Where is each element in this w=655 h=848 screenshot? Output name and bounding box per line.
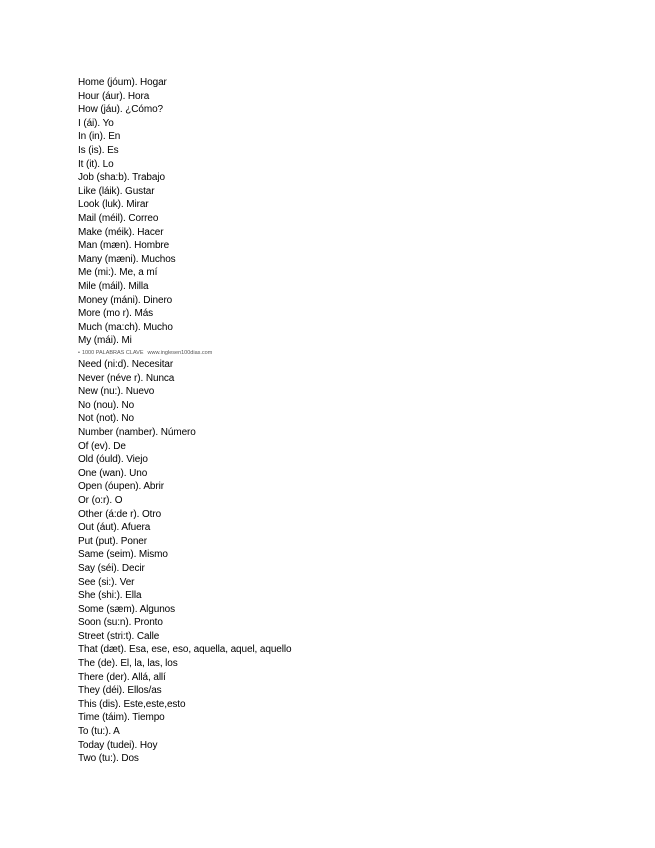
vocabulary-entry: Look (luk). Mirar bbox=[78, 199, 149, 211]
vocabulary-entry: Job (sha:b). Trabajo bbox=[78, 172, 165, 184]
vocabulary-entry: They (déi). Ellos/as bbox=[78, 685, 162, 697]
vocabulary-entry: Never (néve r). Nunca bbox=[78, 372, 175, 384]
vocabulary-entry: Me (mi:). Me, a mí bbox=[78, 267, 158, 279]
vocabulary-entry: My (mái). Mi bbox=[78, 335, 132, 347]
footer-site: www.inglesen100dias.com bbox=[147, 350, 213, 356]
vocabulary-entry: Much (ma:ch). Mucho bbox=[78, 321, 173, 333]
vocabulary-entry: Open (óupen). Abrir bbox=[78, 481, 164, 493]
vocabulary-entry: Make (méik). Hacer bbox=[78, 226, 164, 238]
vocabulary-entry: Mail (méil). Correo bbox=[78, 212, 159, 224]
vocabulary-entry: Old (óuld). Viejo bbox=[78, 454, 148, 466]
vocabulary-entry: More (mo r). Más bbox=[78, 308, 154, 320]
footer-bullet: • bbox=[78, 350, 80, 356]
vocabulary-entry: Or (o:r). O bbox=[78, 494, 123, 506]
vocabulary-entry: She (shi:). Ella bbox=[78, 590, 142, 602]
vocabulary-entry: There (der). Allá, allí bbox=[78, 671, 166, 683]
vocabulary-entry: Hour (áur). Hora bbox=[78, 90, 150, 102]
vocabulary-entry: Not (not). No bbox=[78, 413, 134, 425]
vocabulary-entry: Street (stri:t). Calle bbox=[78, 630, 160, 642]
vocabulary-list-top bbox=[78, 76, 176, 348]
vocabulary-entry: Home (jóum). Hogar bbox=[78, 77, 167, 88]
vocabulary-entry: Need (ni:d). Necesitar bbox=[78, 359, 174, 370]
vocabulary-entry: Time (táim). Tiempo bbox=[78, 712, 165, 724]
vocabulary-entry: Same (seim). Mismo bbox=[78, 549, 168, 561]
footer-title: 1000 PALABRAS CLAVE bbox=[81, 350, 144, 356]
vocabulary-entry: Two (tu:). Dos bbox=[78, 753, 139, 765]
vocabulary-entry: New (nu:). Nuevo bbox=[78, 386, 155, 398]
vocabulary-entry: See (si:). Ver bbox=[78, 576, 135, 588]
vocabulary-entry: No (nou). No bbox=[78, 399, 135, 411]
vocabulary-entry: The (de). El, la, las, los bbox=[78, 658, 178, 670]
vocabulary-entry: Mile (máil). Milla bbox=[78, 280, 149, 292]
vocabulary-entry: Soon (su:n). Pronto bbox=[78, 617, 163, 629]
vocabulary-entry: Out (áut). Afuera bbox=[78, 522, 151, 534]
vocabulary-entry: Say (séi). Decir bbox=[78, 562, 145, 574]
vocabulary-entry: Like (láik). Gustar bbox=[78, 185, 155, 197]
vocabulary-entry: This (dis). Este,este,esto bbox=[78, 698, 186, 710]
vocabulary-entry: One (wan). Uno bbox=[78, 467, 148, 479]
vocabulary-entry: That (dæt). Esa, ese, eso, aquella, aquel, aquello bbox=[78, 644, 292, 656]
vocabulary-entry: To (tu:). A bbox=[78, 726, 120, 738]
vocabulary-entry: I (ái). Yo bbox=[78, 117, 114, 129]
vocabulary-entry: Put (put). Poner bbox=[78, 535, 147, 547]
vocabulary-entry: How (jáu). ¿Cómo? bbox=[78, 104, 163, 116]
vocabulary-entry: Some (sæm). Algunos bbox=[78, 603, 176, 615]
vocabulary-entry: Man (mæn). Hombre bbox=[78, 240, 170, 252]
vocabulary-entry: Money (máni). Dinero bbox=[78, 294, 173, 306]
vocabulary-entry: Is (is). Es bbox=[78, 144, 119, 156]
vocabulary-entry: Of (ev). De bbox=[78, 440, 126, 452]
vocabulary-entry: It (it). Lo bbox=[78, 158, 114, 170]
vocabulary-entry: Today (tudei). Hoy bbox=[78, 739, 158, 751]
vocabulary-list-bottom bbox=[78, 358, 291, 766]
vocabulary-entry: Number (namber). Número bbox=[78, 426, 196, 438]
vocabulary-entry: Many (mæni). Muchos bbox=[78, 253, 176, 265]
vocabulary-entry: Other (á:de r). Otro bbox=[78, 508, 162, 520]
vocabulary-entry: In (in). En bbox=[78, 131, 121, 143]
page-footer bbox=[78, 349, 212, 357]
